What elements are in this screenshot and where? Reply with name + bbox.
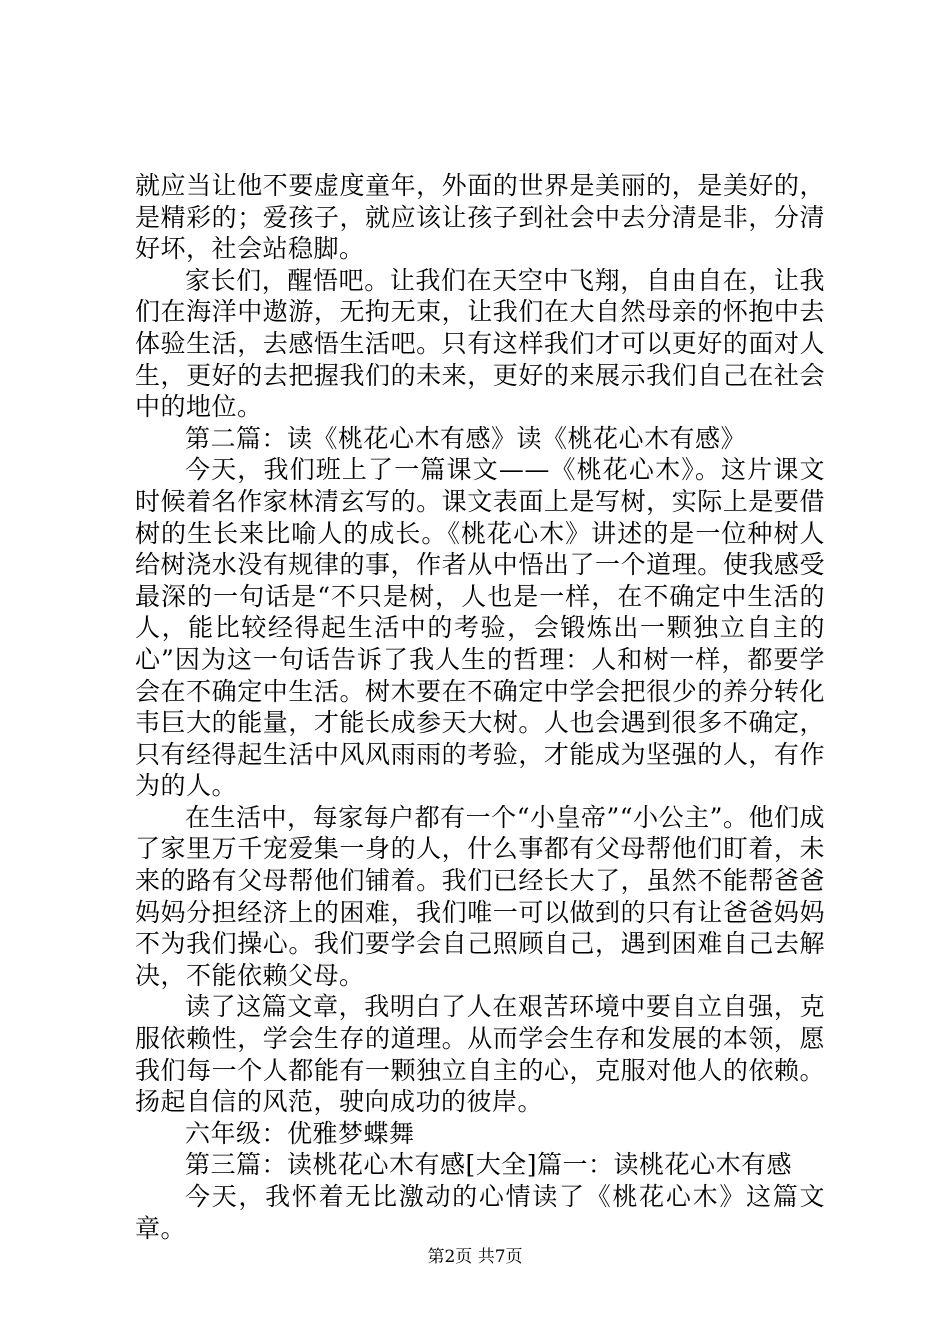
section-heading-part-three: 第三篇：读桃花心木有感[大全]篇一：读桃花心木有感	[185, 1150, 793, 1180]
document-body	[135, 170, 825, 1244]
paragraph-lesson-intro: 今天，我们班上了一篇课文——《桃花心木》。这片课文时候着名作家林清玄写的。课文表面上是写树，实际上是要借树的生长来比喻人的成长。《桃花心木》讲述的是一位种树人给树浇水没有规律的事，作者从中悟出了一个道理。使我感受最深的一句话是“不只是树，人也是一样，在不确定中生活的人，能比较经得起生活中的考验，会锻炼出一颗独立自主的心”因为这一句话告诉了我人生的哲理：人和树一样，都要学会在不确定中生活。树木要在不确定中学会把很少的养分转化韦巨大的能量，才能长成参天大树。人也会遇到很多不确定，只有经得起生活中风风雨雨的考验，才能成为坚强的人，有作为的人。	[135, 455, 825, 801]
paragraph-continuation: 就应当让他不要虚度童年，外面的世界是美丽的，是美好的，是精彩的；爱孩子，就应该让孩子到社会中去分清是非，分清好坏，社会站稳脚。	[135, 171, 825, 264]
section-heading-part-two: 第二篇：读《桃花心木有感》读《桃花心木有感》	[185, 423, 747, 453]
page-number-footer: 第2页 共7页	[427, 1247, 523, 1267]
paragraph-parents-awaken: 家长们，醒悟吧。让我们在天空中飞翔，自由自在，让我们在海洋中遨游，无拘无束，让我们在大自然母亲的怀抱中去体验生活，去感悟生活吧。只有这样我们才可以更好的面对人生，更好的去把握我们的未来，更好的来展示我们自己在社会中的地位。	[135, 265, 825, 422]
paragraph-part-three-start: 今天，我怀着无比激动的心情读了《桃花心木》这篇文章。	[135, 1182, 825, 1243]
paragraph-conclusion: 读了这篇文章，我明白了人在艰苦环境中要自立自强，克服依赖性，学会生存的道理。从而学会生存和发展的本领，愿我们每一个人都能有一颗独立自主的心，克服对他人的依赖。扬起自信的风范，驶向成功的彼岸。	[135, 992, 825, 1117]
paragraph-daily-life: 在生活中，每家每户都有一个“小皇帝”“小公主”。他们成了家里万千宠爱集一身的人，什么事都有父母帮他们盯着，未来的路有父母帮他们铺着。我们已经长大了，虽然不能帮爸爸妈妈分担经济上的困难，我们唯一可以做到的只有让爸爸妈妈不为我们操心。我们要学会自己照顾自己，遇到困难自己去解决，不能依赖父母。	[135, 802, 825, 990]
author-line: 六年级：优雅梦蝶舞	[185, 1118, 415, 1148]
